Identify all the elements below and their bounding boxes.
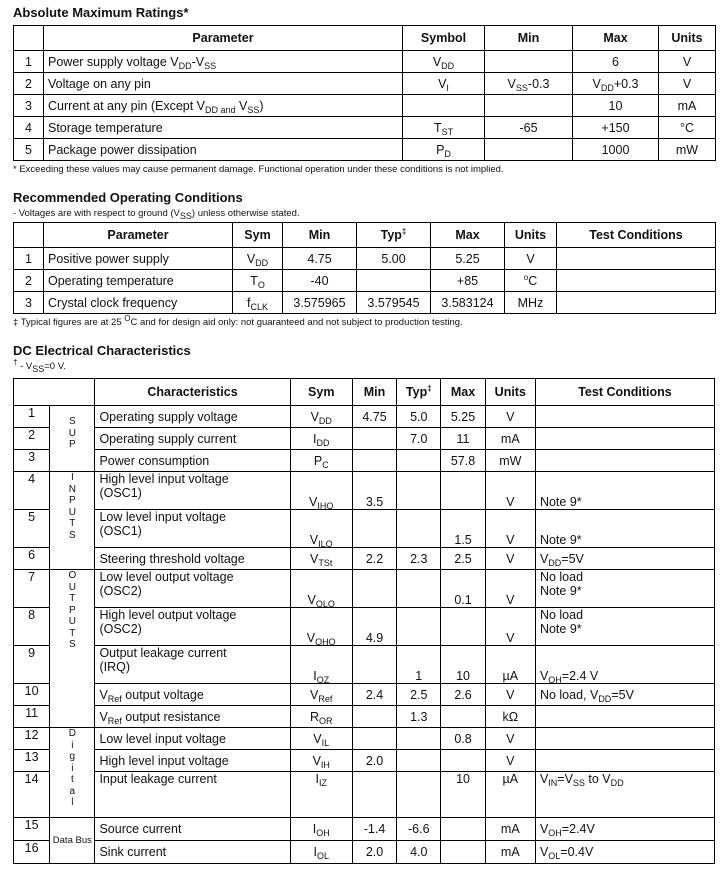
- table-row: [14, 750, 715, 772]
- table-row: [14, 450, 715, 472]
- group-letter: P: [68, 439, 76, 450]
- min-cell: 4.75: [352, 406, 396, 428]
- table-row: [14, 608, 715, 646]
- test-conditions-cell: [535, 728, 714, 750]
- max-cell: +150: [573, 117, 659, 139]
- abs-header: Symbol: [403, 26, 485, 51]
- units-cell: $^o$C: [505, 270, 557, 292]
- min-cell: 2.0: [352, 750, 396, 772]
- group-letter: U: [68, 427, 76, 439]
- typ-cell: -6.6: [397, 818, 441, 841]
- dc-subtitle: $^\dagger - V_{SS}=0$ V.: [13, 357, 66, 374]
- table-row: [14, 428, 715, 450]
- min-cell: [485, 51, 573, 73]
- min-cell: [352, 450, 396, 472]
- row-number: 11: [14, 706, 50, 728]
- min-cell: -1.4: [352, 818, 396, 841]
- typ-cell: 4.0: [397, 841, 441, 864]
- max-cell: [441, 608, 485, 646]
- group-letter: I: [70, 472, 74, 483]
- min-cell: 4.75: [283, 248, 357, 270]
- parameter-cell: Storage temperature: [44, 117, 403, 139]
- table-row: [14, 728, 715, 750]
- row-number: 1: [14, 51, 44, 73]
- table-row: [14, 292, 716, 314]
- units-cell: kΩ: [485, 706, 535, 728]
- row-number: 1: [14, 406, 50, 428]
- group-letter: i: [71, 739, 74, 751]
- min-cell: 2.2: [352, 548, 396, 570]
- typ-cell: [397, 772, 441, 818]
- test-conditions-cell: Note 9*: [535, 510, 714, 548]
- row-number: 12: [14, 728, 50, 750]
- dc-header: Max: [441, 379, 485, 406]
- row-number: 14: [14, 772, 50, 818]
- symbol-cell: $V_{Ref}$: [290, 684, 352, 706]
- units-cell: V: [485, 750, 535, 772]
- symbol-cell: $V_{DD}$: [403, 51, 485, 73]
- abs-header: Max: [573, 26, 659, 51]
- row-number: 4: [14, 117, 44, 139]
- group-data-bus: Data Bus: [50, 818, 95, 864]
- group-letter: U: [68, 506, 76, 518]
- units-cell: mA: [659, 95, 716, 117]
- dc-header: Typ‡: [397, 379, 441, 406]
- group-letter: O: [68, 570, 77, 581]
- symbol-cell: $I_{DD}$: [290, 428, 352, 450]
- min-cell: 3.5: [352, 472, 396, 510]
- test-conditions-cell: [535, 428, 714, 450]
- max-cell: 1.5: [441, 510, 485, 548]
- units-cell: mA: [485, 841, 535, 864]
- characteristic-cell: Sink current: [95, 841, 290, 864]
- typ-cell: [397, 510, 441, 548]
- symbol-cell: $T_{ST}$: [403, 117, 485, 139]
- symbol-cell: $R_{OR}$: [290, 706, 352, 728]
- row-number: 3: [14, 450, 50, 472]
- table-row: [14, 95, 716, 117]
- max-cell: 11: [441, 428, 485, 450]
- characteristic-cell: Low level input voltage: [95, 728, 290, 750]
- abs-header: Min: [485, 26, 573, 51]
- min-cell: $V_{SS}-0.3$: [485, 73, 573, 95]
- test-conditions-cell: $V_{OH}=2.4$ V: [535, 646, 714, 684]
- row-number: 5: [14, 510, 50, 548]
- row-number: 3: [14, 95, 44, 117]
- typ-cell: 2.3: [397, 548, 441, 570]
- table-row: [14, 772, 715, 818]
- table-row: [14, 570, 715, 608]
- characteristic-cell: Output leakage current (IRQ): [95, 646, 290, 684]
- abs-footnote: * Exceeding these values may cause permanent damage. Functional operation under these conditions is not implied.: [13, 164, 504, 175]
- max-cell: [441, 750, 485, 772]
- symbol-cell: $V_{DD}$: [290, 406, 352, 428]
- row-number: 2: [14, 270, 44, 292]
- max-cell: +85: [431, 270, 505, 292]
- dc-title: DC Electrical Characteristics: [13, 343, 191, 358]
- row-number: 3: [14, 292, 44, 314]
- units-cell: V: [485, 548, 535, 570]
- min-cell: [352, 728, 396, 750]
- units-cell: V: [485, 472, 535, 510]
- characteristic-cell: Operating supply voltage: [95, 406, 290, 428]
- typ-cell: 1.3: [397, 706, 441, 728]
- max-cell: [441, 472, 485, 510]
- symbol-cell: $V_{IH}$: [290, 750, 352, 772]
- abs-header: Parameter: [44, 26, 403, 51]
- row-number: 13: [14, 750, 50, 772]
- group-letter: T: [69, 627, 76, 639]
- max-cell: $V_{DD}+0.3$: [573, 73, 659, 95]
- characteristic-cell: Source current: [95, 818, 290, 841]
- typ-cell: 1: [397, 646, 441, 684]
- parameter-cell: Positive power supply: [44, 248, 233, 270]
- abs-title: Absolute Maximum Ratings*: [13, 5, 189, 20]
- typ-cell: [397, 450, 441, 472]
- max-cell: 5.25: [431, 248, 505, 270]
- group-letter: D: [68, 728, 76, 739]
- test-conditions-cell: [557, 270, 716, 292]
- units-cell: °C: [659, 117, 716, 139]
- typ-cell: [397, 472, 441, 510]
- roc-header: Sym: [233, 223, 283, 248]
- symbol-cell: $I_{OH}$: [290, 818, 352, 841]
- test-conditions-cell: $V_{OL}=0.4V$: [535, 841, 714, 864]
- dc-header: Min: [352, 379, 396, 406]
- group-sup: [50, 406, 95, 472]
- units-cell: V: [505, 248, 557, 270]
- units-cell: MHz: [505, 292, 557, 314]
- dc-header: Sym: [290, 379, 352, 406]
- group-letter: P: [68, 604, 76, 616]
- roc-header: Min: [283, 223, 357, 248]
- group-letter: T: [69, 518, 76, 529]
- test-conditions-cell: No load, $V_{DD}=5V$: [535, 684, 714, 706]
- group-letter: l: [71, 797, 74, 808]
- typ-cell: 2.5: [397, 684, 441, 706]
- row-number: 4: [14, 472, 50, 510]
- row-number: 7: [14, 570, 50, 608]
- group-letter: N: [68, 483, 76, 495]
- table-row: [14, 248, 716, 270]
- characteristic-cell: Input leakage current: [95, 772, 290, 818]
- symbol-cell: $T_O$: [233, 270, 283, 292]
- group-outputs: [50, 570, 95, 728]
- min-cell: -40: [283, 270, 357, 292]
- symbol-cell: $I_{OL}$: [290, 841, 352, 864]
- typ-cell: [397, 750, 441, 772]
- max-cell: 5.25: [441, 406, 485, 428]
- characteristic-cell: $V_{Ref}$ output voltage: [95, 684, 290, 706]
- max-cell: 6: [573, 51, 659, 73]
- units-cell: V: [659, 73, 716, 95]
- typ-cell: [397, 608, 441, 646]
- group-letter: a: [69, 785, 76, 797]
- group-letter: U: [68, 616, 76, 627]
- max-cell: [441, 818, 485, 841]
- table-row: [14, 472, 715, 510]
- row-number: 6: [14, 548, 50, 570]
- min-cell: 3.575965: [283, 292, 357, 314]
- min-cell: 2.4: [352, 684, 396, 706]
- units-cell: mW: [659, 139, 716, 161]
- test-conditions-cell: $V_{IN}=V_{SS}$ to $V_{DD}$: [535, 772, 714, 818]
- group-letter: T: [69, 593, 76, 604]
- min-cell: [352, 646, 396, 684]
- max-cell: [441, 706, 485, 728]
- test-conditions-cell: [535, 406, 714, 428]
- characteristic-cell: Power consumption: [95, 450, 290, 472]
- symbol-cell: $I_{IZ}$: [290, 772, 352, 818]
- roc-title: Recommended Operating Conditions: [13, 190, 243, 205]
- min-cell: -65: [485, 117, 573, 139]
- typ-cell: 5.0: [397, 406, 441, 428]
- max-cell: [441, 841, 485, 864]
- units-cell: V: [659, 51, 716, 73]
- symbol-cell: $V_{IHO}$: [290, 472, 352, 510]
- symbol-cell: $V_{TSt}$: [290, 548, 352, 570]
- symbol-cell: [403, 95, 485, 117]
- parameter-cell: Crystal clock frequency: [44, 292, 233, 314]
- row-number: 16: [14, 841, 50, 864]
- units-cell: µA: [485, 772, 535, 818]
- characteristic-cell: High level input voltage (OSC1): [95, 472, 290, 510]
- test-conditions-cell: $V_{DD}=5V$: [535, 548, 714, 570]
- table-row: [14, 818, 715, 841]
- min-cell: 4.9: [352, 608, 396, 646]
- typ-cell: 5.00: [357, 248, 431, 270]
- symbol-cell: $V_{OHO}$: [290, 608, 352, 646]
- table-row: [14, 510, 715, 548]
- characteristic-cell: High level output voltage (OSC2): [95, 608, 290, 646]
- table-row: [14, 646, 715, 684]
- group-letter: U: [68, 581, 76, 593]
- table-row: [14, 684, 715, 706]
- roc-footnote: ‡ Typical figures are at 25 $^O$C and for design aid only: not guaranteed and not subject to production testing.: [13, 313, 463, 328]
- roc-header: Max: [431, 223, 505, 248]
- characteristic-cell: High level input voltage: [95, 750, 290, 772]
- symbol-cell: $I_{OZ}$: [290, 646, 352, 684]
- parameter-cell: Voltage on any pin: [44, 73, 403, 95]
- typ-cell: [397, 728, 441, 750]
- row-number: 1: [14, 248, 44, 270]
- units-cell: µA: [485, 646, 535, 684]
- symbol-cell: $P_D$: [403, 139, 485, 161]
- max-cell: 2.6: [441, 684, 485, 706]
- roc-header: Typ‡: [357, 223, 431, 248]
- max-cell: 0.8: [441, 728, 485, 750]
- group-letter: S: [68, 416, 76, 427]
- characteristic-cell: Operating supply current: [95, 428, 290, 450]
- max-cell: 57.8: [441, 450, 485, 472]
- group-digital: [50, 728, 95, 818]
- roc-header: Parameter: [44, 223, 233, 248]
- table-row: [14, 270, 716, 292]
- table-row: [14, 117, 716, 139]
- table-row: [14, 841, 715, 864]
- table-row: [14, 548, 715, 570]
- test-conditions-cell: [535, 706, 714, 728]
- symbol-cell: $f_{CLK}$: [233, 292, 283, 314]
- test-conditions-cell: No load Note 9*: [535, 608, 714, 646]
- units-cell: V: [485, 570, 535, 608]
- symbol-cell: $P_C$: [290, 450, 352, 472]
- max-cell: 0.1: [441, 570, 485, 608]
- group-letter: t: [70, 774, 74, 785]
- units-cell: V: [485, 406, 535, 428]
- group-letter: P: [68, 495, 76, 506]
- units-cell: mW: [485, 450, 535, 472]
- min-cell: [352, 772, 396, 818]
- test-conditions-cell: [535, 750, 714, 772]
- max-cell: 10: [441, 772, 485, 818]
- abs-header: Units: [659, 26, 716, 51]
- dc-header: Test Conditions: [535, 379, 714, 406]
- units-cell: V: [485, 510, 535, 548]
- min-cell: [485, 139, 573, 161]
- table-row: [14, 139, 716, 161]
- test-conditions-cell: Note 9*: [535, 472, 714, 510]
- min-cell: [485, 95, 573, 117]
- table-row: [14, 51, 716, 73]
- symbol-cell: $V_{OLO}$: [290, 570, 352, 608]
- table-row: [14, 706, 715, 728]
- min-cell: [352, 706, 396, 728]
- dc-header: Units: [485, 379, 535, 406]
- units-cell: V: [485, 608, 535, 646]
- group-letter: S: [68, 639, 76, 650]
- group-letter: i: [71, 762, 74, 774]
- symbol-cell: $V_{ILO}$: [290, 510, 352, 548]
- characteristic-cell: Steering threshold voltage: [95, 548, 290, 570]
- units-cell: V: [485, 684, 535, 706]
- row-number: 2: [14, 73, 44, 95]
- row-number: 8: [14, 608, 50, 646]
- typ-cell: 3.579545: [357, 292, 431, 314]
- dc-header: Characteristics: [95, 379, 290, 406]
- group-letter: S: [68, 529, 76, 541]
- max-cell: 1000: [573, 139, 659, 161]
- units-cell: V: [485, 728, 535, 750]
- min-cell: [352, 570, 396, 608]
- row-number: 15: [14, 818, 50, 841]
- roc-header: Units: [505, 223, 557, 248]
- table-row: [14, 73, 716, 95]
- parameter-cell: Power supply voltage $V_{DD}-V_{SS}$: [44, 51, 403, 73]
- symbol-cell: $V_I$: [403, 73, 485, 95]
- abs-table: [13, 25, 716, 161]
- test-conditions-cell: [535, 450, 714, 472]
- roc-header: Test Conditions: [557, 223, 716, 248]
- units-cell: mA: [485, 818, 535, 841]
- symbol-cell: $V_{IL}$: [290, 728, 352, 750]
- symbol-cell: $V_{DD}$: [233, 248, 283, 270]
- min-cell: 2.0: [352, 841, 396, 864]
- row-number: 10: [14, 684, 50, 706]
- parameter-cell: Package power dissipation: [44, 139, 403, 161]
- table-row: [14, 406, 715, 428]
- test-conditions-cell: No load Note 9*: [535, 570, 714, 608]
- datasheet: [13, 0, 715, 864]
- roc-table: [13, 222, 716, 314]
- test-conditions-cell: [557, 248, 716, 270]
- test-conditions-cell: $V_{OH}=2.4V$: [535, 818, 714, 841]
- row-number: 9: [14, 646, 50, 684]
- parameter-cell: Current at any pin (Except $V_{DD and}$ $V_{SS}$): [44, 95, 403, 117]
- characteristic-cell: Low level output voltage (OSC2): [95, 570, 290, 608]
- units-cell: mA: [485, 428, 535, 450]
- row-number: 5: [14, 139, 44, 161]
- typ-cell: [397, 570, 441, 608]
- max-cell: 10: [573, 95, 659, 117]
- min-cell: [352, 510, 396, 548]
- group-inputs: [50, 472, 95, 570]
- group-letter: g: [69, 751, 76, 762]
- roc-subtitle: - Voltages are with respect to ground $(V_{SS})$ unless otherwise stated.: [13, 208, 300, 221]
- typ-cell: 7.0: [397, 428, 441, 450]
- characteristic-cell: Low level input voltage (OSC1): [95, 510, 290, 548]
- row-number: 2: [14, 428, 50, 450]
- parameter-cell: Operating temperature: [44, 270, 233, 292]
- dc-table: [13, 378, 715, 864]
- max-cell: 3.583124: [431, 292, 505, 314]
- max-cell: 2.5: [441, 548, 485, 570]
- typ-cell: [357, 270, 431, 292]
- max-cell: 10: [441, 646, 485, 684]
- test-conditions-cell: [557, 292, 716, 314]
- min-cell: [352, 428, 396, 450]
- characteristic-cell: $V_{Ref}$ output resistance: [95, 706, 290, 728]
